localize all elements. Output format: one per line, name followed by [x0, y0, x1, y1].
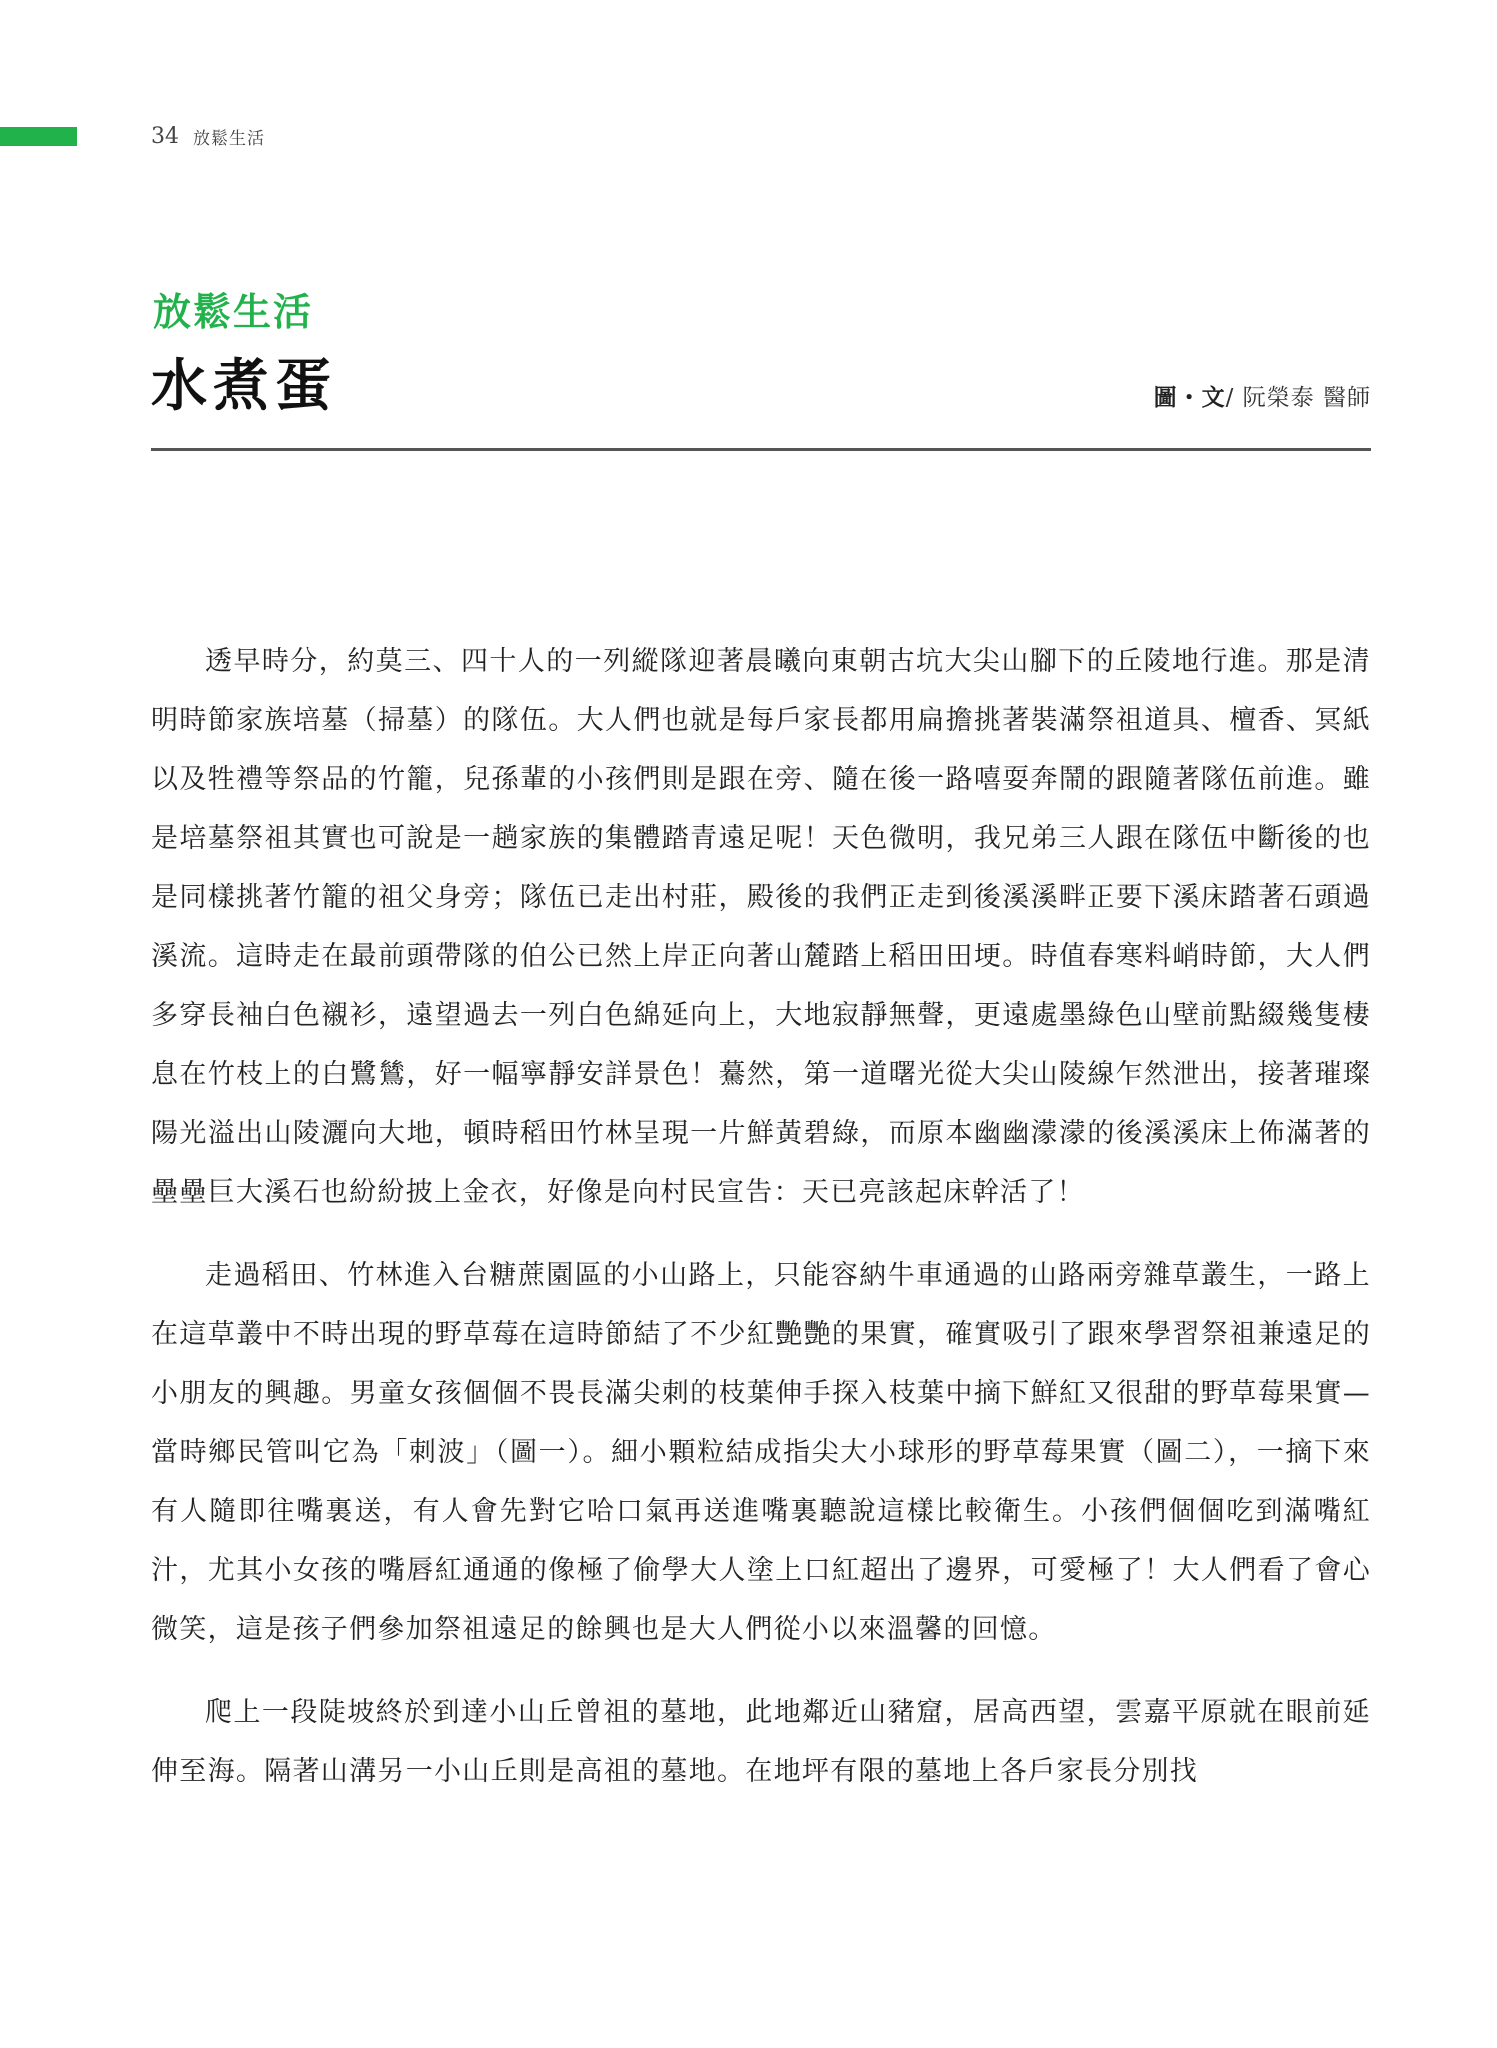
body-paragraph-3: 爬上一段陡坡終於到達小山丘曾祖的墓地，此地鄰近山豬窟，居高西望，雲嘉平原就在眼前延伸至海。隔著山溝另一小山丘則是高祖的墓地。在地坪有限的墓地上各戶家長分別找 — [151, 1697, 1371, 1787]
body-paragraph-2: 走過稻田、竹林進入台糖蔗園區的小山路上，只能容納牛車通過的山路兩旁雜草叢生，一路上在這草叢中不時出現的野草莓在這時節結了不少紅艷艷的果實，確實吸引了跟來學習祭祖兼遠足的小朋友的興趣。男童女孩個個不畏長滿尖刺的枝葉伸手探入枝葉中摘下鮮紅又很甜的野草莓果實—當時鄉民管叫它為「刺波」（圖一）。細小顆粒結成指尖大小球形的野草莓果實（圖二），一摘下來有人隨即往嘴裏送，有人會先對它哈口氣再送進嘴裏聽說這樣比較衛生。小孩們個個吃到滿嘴紅汁，尤其小女孩的嘴唇紅通通的像極了偷學大人塗上口紅超出了邊界，可愛極了！大人們看了會心微笑，這是孩子們參加祭祖遠足的餘興也是大人們從小以來溫馨的回憶。 — [151, 1260, 1371, 1645]
body-paragraph-1: 透早時分，約莫三、四十人的一列縱隊迎著晨曦向東朝古坑大尖山腳下的丘陵地行進。那是清明時節家族培墓（掃墓）的隊伍。大人們也就是每戶家長都用扁擔挑著裝滿祭祖道具、檀香、冥紙以及牲禮等祭品的竹籠，兒孫輩的小孩們則是跟在旁、隨在後一路嘻耍奔鬧的跟隨著隊伍前進。雖是培墓祭祖其實也可說是一趟家族的集體踏青遠足呢！天色微明，我兄弟三人跟在隊伍中斷後的也是同樣挑著竹籠的祖父身旁；隊伍已走出村莊，殿後的我們正走到後溪溪畔正要下溪床踏著石頭過溪流。這時走在最前頭帶隊的伯公已然上岸正向著山麓踏上稻田田埂。時值春寒料峭時節，大人們多穿長袖白色襯衫，遠望過去一列白色綿延向上，大地寂靜無聲，更遠處墨綠色山壁前點綴幾隻棲息在竹枝上的白鷺鷥，好一幅寧靜安詳景色！驀然，第一道曙光從大尖山陵線乍然泄出，接著璀璨陽光溢出山陵灑向大地，頓時稻田竹林呈現一片鮮黃碧綠，而原本幽幽濛濛的後溪溪床上佈滿著的壘壘巨大溪石也紛紛披上金衣，好像是向村民宣告：天已亮該起床幹活了！ — [151, 646, 1371, 1208]
article-title: 水煮蛋 — [151, 354, 337, 419]
section-color-tab — [0, 127, 77, 146]
article-body — [151, 632, 1371, 1825]
page-number: 34 — [151, 123, 179, 149]
running-title: 放鬆生活 — [193, 128, 265, 149]
byline-author: / 阮榮泰 醫師 — [1225, 385, 1371, 411]
byline — [1154, 378, 1371, 418]
byline-label: 圖・文 — [1153, 385, 1226, 411]
running-header — [151, 120, 265, 152]
title-divider — [151, 448, 1371, 451]
column-name: 放鬆生活 — [153, 290, 314, 334]
